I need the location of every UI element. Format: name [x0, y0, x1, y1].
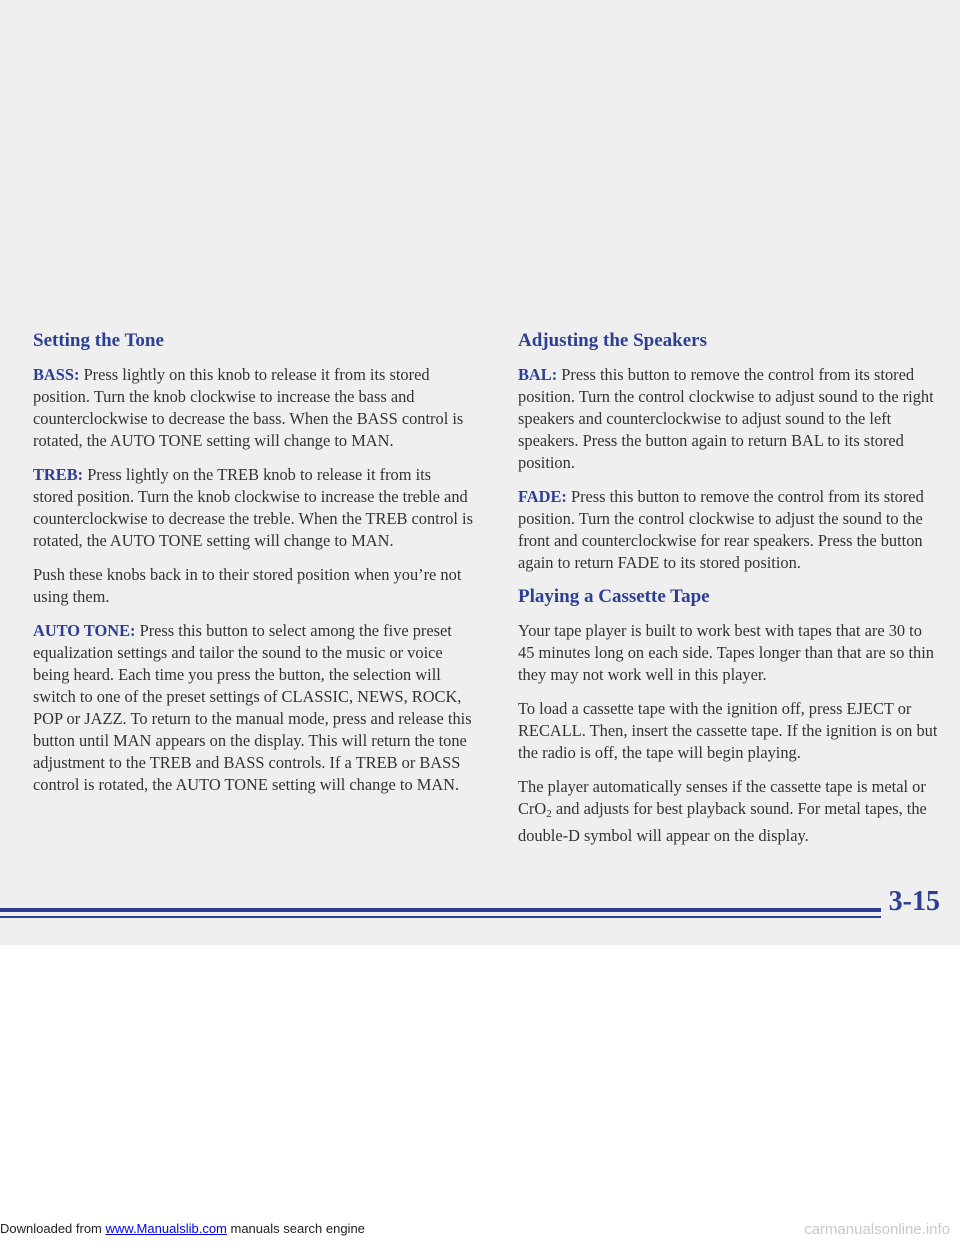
- bass-text: Press lightly on this knob to release it from its stored position. Turn the knob clockwise to increase the bass and counterclockwise to decrease the bass. When the BASS control is rotated, the AUTO TONE setting will change to MAN.: [33, 365, 464, 450]
- bass-term: BASS:: [33, 365, 80, 384]
- page-number: 3-15: [881, 886, 940, 918]
- heading-adjusting-the-speakers: Adjusting the Speakers: [518, 330, 707, 351]
- cassette-sense-text-a: The player automatically senses if the cassette tape is metal or CrO: [518, 777, 926, 818]
- footer-rule-thick: [0, 908, 940, 912]
- treb-paragraph: [33, 464, 473, 552]
- cassette-load-paragraph: To load a cassette tape with the ignition off, press EJECT or RECALL. Then, insert the cassette tape. If the ignition is on but the radio is off, the tape will begin playing.: [518, 699, 938, 762]
- fade-term: FADE:: [518, 487, 567, 506]
- bal-term: BAL:: [518, 365, 558, 384]
- bal-text: Press this button to remove the control from its stored position. Turn the control clockwise to adjust sound to the right speakers and counterclockwise to adjust sound to the left speakers. Press the button again to return BAL to its stored position.: [518, 365, 934, 472]
- footer-rule-thin: [0, 916, 940, 918]
- watermark: carmanualsonline.info: [804, 1221, 950, 1238]
- download-prefix: Downloaded from: [0, 1221, 106, 1236]
- fade-text: Press this button to remove the control from its stored position. Turn the control clockwise to adjust the sound to the front and counterclockwise for rear speakers. Press the button again to return FADE to its stored position.: [518, 487, 924, 572]
- footer-rule: [0, 908, 940, 920]
- treb-term: TREB:: [33, 465, 84, 484]
- auto-tone-term: AUTO TONE:: [33, 621, 136, 640]
- auto-tone-text: Press this button to select among the five preset equalization settings and tailor the sound to the music or voice being heard. Each time you press the button, the selection will switch to one of the preset settings of CLASSIC, NEWS, ROCK, POP or JAZZ. To return to the manual mode, press and release this button until MAN appears on the display. This will return the tone adjustment to the TREB and BASS controls. If a TREB or BASS control is rotated, the AUTO TONE setting will change to MAN.: [33, 621, 472, 794]
- fade-paragraph: [518, 486, 938, 574]
- right-column: [518, 330, 938, 859]
- cassette-sense-text-b: and adjusts for best playback sound. For metal tapes, the double-D symbol will appear on the display.: [518, 799, 927, 845]
- heading-playing-a-cassette-tape: Playing a Cassette Tape: [518, 586, 710, 607]
- heading-setting-the-tone: Setting the Tone: [33, 330, 164, 351]
- cassette-length-paragraph: Your tape player is built to work best with tapes that are 30 to 45 minutes long on each side. Tapes longer than that are so thin they may not work well in this player.: [518, 621, 934, 684]
- cro2-subscript: 2: [546, 808, 552, 820]
- treb-text: Press lightly on the TREB knob to release it from its stored position. Turn the knob clockwise to increase the treble and counterclockwise to decrease the treble. When the TREB control is rotated, the AUTO TONE setting will change to MAN.: [33, 465, 473, 550]
- manualslib-link[interactable]: www.Manualslib.com: [105, 1221, 227, 1236]
- auto-tone-paragraph: [33, 620, 473, 796]
- bass-paragraph: [33, 364, 473, 452]
- left-column: [33, 330, 473, 808]
- push-knobs-paragraph: Push these knobs back in to their stored position when you’re not using them.: [33, 565, 462, 606]
- bal-paragraph: [518, 364, 938, 474]
- cassette-sense-paragraph: [518, 776, 938, 847]
- download-source-line: [0, 1221, 365, 1236]
- download-suffix: manuals search engine: [226, 1221, 365, 1236]
